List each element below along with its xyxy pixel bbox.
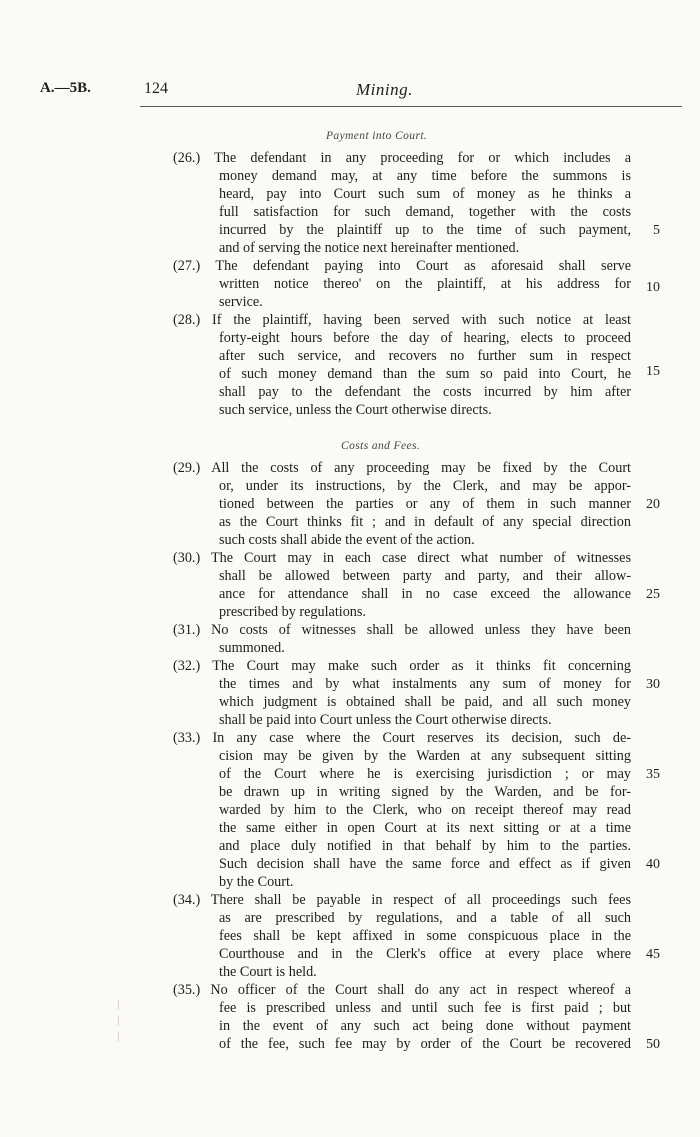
text-line: the Court is held. bbox=[219, 964, 317, 980]
text-line: shall be paid into Court unless the Court otherwise directs. bbox=[219, 712, 552, 728]
line-number: 35 bbox=[646, 767, 660, 782]
text-line: fees shall be kept affixed in some conspicuous place in the bbox=[219, 928, 631, 944]
text-line: warded by him to the Clerk, who on receipt thereof may read bbox=[219, 802, 631, 818]
text-line: (31.) No costs of witnesses shall be allowed unless they have been bbox=[173, 622, 631, 638]
line-number: 5 bbox=[653, 223, 660, 238]
text-line: incurred by the plaintiff up to the time of such payment, bbox=[219, 222, 631, 238]
line-number: 25 bbox=[646, 587, 660, 602]
text-line: be drawn up in writing signed by the Warden, and be for- bbox=[219, 784, 631, 800]
text-line: (29.) All the costs of any proceeding may be fixed by the Court bbox=[173, 460, 631, 476]
text-line: Such decision shall have the same force and effect as if given bbox=[219, 856, 631, 872]
text-line: of such money demand than the sum so paid into Court, he bbox=[219, 366, 631, 382]
text-line: or, under its instructions, by the Clerk, and may be appor- bbox=[219, 478, 631, 494]
line-number: 30 bbox=[646, 677, 660, 692]
text-line: service. bbox=[219, 294, 263, 310]
text-line: in the event of any such act being done without payment bbox=[219, 1018, 631, 1034]
text-line: (35.) No officer of the Court shall do any act in respect whereof a bbox=[173, 982, 631, 998]
text-line: cision may be given by the Warden at any subsequent sitting bbox=[219, 748, 631, 764]
page-title: Mining. bbox=[356, 80, 413, 99]
text-line: and of serving the notice next hereinafter mentioned. bbox=[219, 240, 520, 256]
text-line: (26.) The defendant in any proceeding for or which includes a bbox=[173, 150, 631, 166]
text-line: tioned between the parties or any of them in such manner bbox=[219, 496, 631, 512]
section-heading-payment: Payment into Court. bbox=[326, 130, 428, 142]
text-line: after such service, and recovers no further sum in respect bbox=[219, 348, 631, 364]
text-line: Courthouse and in the Clerk's office at every place where bbox=[219, 946, 631, 962]
text-line: shall be allowed between party and party, and their allow- bbox=[219, 568, 631, 584]
text-line: shall pay to the defendant the costs incurred by him after bbox=[219, 384, 631, 400]
text-line: summoned. bbox=[219, 640, 285, 656]
text-line: ance for attendance shall in no case exceed the allowance bbox=[219, 586, 631, 602]
text-line: heard, pay into Court such sum of money as he thinks a bbox=[219, 186, 631, 202]
text-line: as are prescribed by regulations, and a table of all such bbox=[219, 910, 631, 926]
text-line: and place duly notified in that behalf by him to the parties. bbox=[219, 838, 631, 854]
page-number: 124 bbox=[144, 80, 168, 97]
scan-speck bbox=[118, 1032, 119, 1042]
text-line: such costs shall abide the event of the action. bbox=[219, 532, 475, 548]
running-head bbox=[0, 0, 700, 120]
header-rule bbox=[140, 106, 682, 107]
text-line: money demand may, at any time before the summons is bbox=[219, 168, 631, 184]
line-number: 45 bbox=[646, 947, 660, 962]
text-line: of the fee, such fee may by order of the Court be recovered bbox=[219, 1036, 631, 1052]
line-number: 50 bbox=[646, 1037, 660, 1052]
text-line: as the Court thinks fit ; and in default of any special direction bbox=[219, 514, 631, 530]
text-line: prescribed by regulations. bbox=[219, 604, 366, 620]
text-line: the same either in open Court at its next sitting or at a time bbox=[219, 820, 631, 836]
text-line: written notice thereo' on the plaintiff, at his address for bbox=[219, 276, 631, 292]
line-number: 15 bbox=[646, 364, 660, 379]
text-line: such service, unless the Court otherwise directs. bbox=[219, 402, 492, 418]
text-line: (28.) If the plaintiff, having been served with such notice at least bbox=[173, 312, 631, 328]
document-reference: A.—5B. bbox=[40, 80, 91, 96]
text-line: full satisfaction for such demand, together with the costs bbox=[219, 204, 631, 220]
text-line: by the Court. bbox=[219, 874, 294, 890]
scan-speck bbox=[118, 1016, 119, 1026]
text-line: (27.) The defendant paying into Court as aforesaid shall serve bbox=[173, 258, 631, 274]
line-number: 10 bbox=[646, 280, 660, 295]
text-line: (33.) In any case where the Court reserves its decision, such de- bbox=[173, 730, 631, 746]
text-line: (30.) The Court may in each case direct what number of witnesses bbox=[173, 550, 631, 566]
line-number: 20 bbox=[646, 497, 660, 512]
text-line: forty-eight hours before the day of hearing, elects to proceed bbox=[219, 330, 631, 346]
line-number: 40 bbox=[646, 857, 660, 872]
text-line: of the Court where he is exercising jurisdiction ; or may bbox=[219, 766, 631, 782]
text-line: fee is prescribed unless and until such fee is first paid ; but bbox=[219, 1000, 631, 1016]
section-heading-costs: Costs and Fees. bbox=[341, 440, 421, 452]
scan-speck bbox=[118, 1000, 119, 1010]
text-line: the times and by what instalments any sum of money for bbox=[219, 676, 631, 692]
text-line: which judgment is obtained shall be paid, and all such money bbox=[219, 694, 631, 710]
text-line: (34.) There shall be payable in respect of all proceedings such fees bbox=[173, 892, 631, 908]
text-line: (32.) The Court may make such order as it thinks fit concerning bbox=[173, 658, 631, 674]
